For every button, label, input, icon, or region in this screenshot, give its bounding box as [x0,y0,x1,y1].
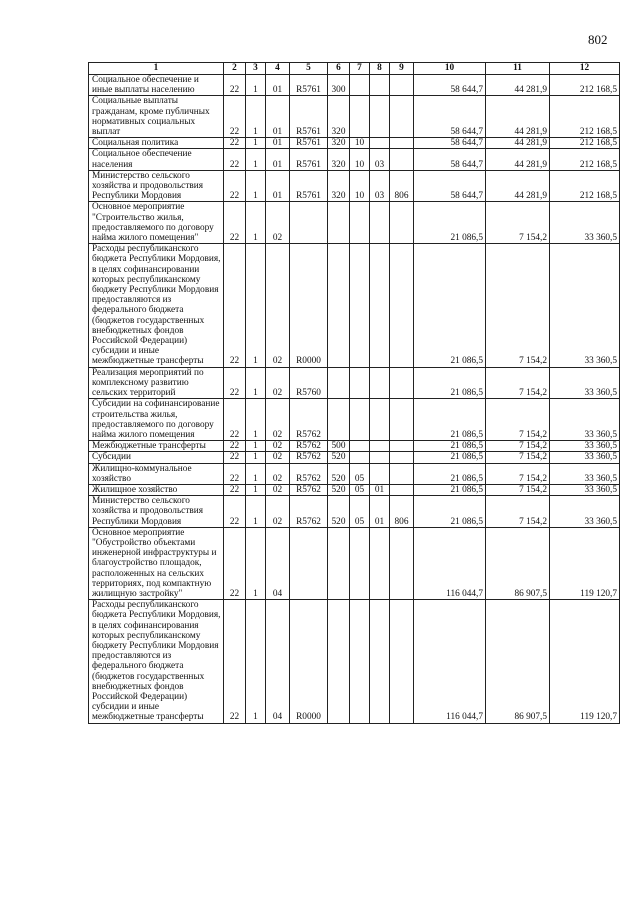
code-cell [350,527,370,599]
row-name-cell: Расходы республиканского бюджета Республики Мордовия, в целях софинансирования которых республиканскому бюджету Республики Мордовия предоставляются из федерального бюджета (бюджетов государственных внебюджетных фондов Российской Федерации) субсидии и иные межбюджетные трансферты [89,600,224,723]
code-cell [290,202,328,244]
amount-cell: 7 154,2 [486,496,550,528]
code-cell: 01 [266,170,290,202]
code-cell [390,244,414,367]
amount-cell: 44 281,9 [486,75,550,96]
column-header: 11 [486,63,550,75]
code-cell: R5762 [290,496,328,528]
amount-cell: 21 086,5 [414,484,486,495]
code-cell [390,202,414,244]
code-cell [390,367,414,399]
amount-cell: 33 360,5 [550,244,620,367]
amount-cell: 33 360,5 [550,463,620,484]
amount-cell: 212 168,5 [550,138,620,149]
amount-cell: 33 360,5 [550,496,620,528]
column-header: 12 [550,63,620,75]
column-header: 9 [390,63,414,75]
code-cell: R5761 [290,75,328,96]
code-cell: 1 [246,496,266,528]
amount-cell: 33 360,5 [550,399,620,441]
code-cell: 02 [266,441,290,452]
code-cell: 04 [266,600,290,723]
table-row [89,202,620,244]
page-number: 802 [588,32,608,47]
code-cell [350,244,370,367]
code-cell: 500 [328,441,350,452]
column-header: 2 [224,63,246,75]
row-name-cell: Социальное обеспечение населения [89,149,224,170]
code-cell: 1 [246,244,266,367]
code-cell: 1 [246,600,266,723]
amount-cell: 7 154,2 [486,399,550,441]
row-name-cell: Субсидии на софинансирование строительства жилья, предоставляемого по договору найма жилого помещения [89,399,224,441]
row-name-cell: Основное мероприятие "Строительство жилья, предоставляемого по договору найма жилого помещения" [89,202,224,244]
code-cell: 22 [224,399,246,441]
code-cell [390,527,414,599]
column-header: 5 [290,63,328,75]
column-header: 1 [89,63,224,75]
amount-cell: 33 360,5 [550,452,620,463]
code-cell: R5761 [290,96,328,138]
code-cell: 22 [224,149,246,170]
code-cell: 520 [328,463,350,484]
code-cell: 03 [370,170,390,202]
column-header: 6 [328,63,350,75]
code-cell: 01 [266,96,290,138]
code-cell: R5762 [290,399,328,441]
column-header: 10 [414,63,486,75]
table-header-row [89,63,620,75]
code-cell: R5762 [290,452,328,463]
table-row [89,244,620,367]
code-cell: 22 [224,170,246,202]
code-cell: 02 [266,452,290,463]
amount-cell: 33 360,5 [550,367,620,399]
code-cell [350,399,370,441]
code-cell [328,202,350,244]
code-cell: 1 [246,463,266,484]
amount-cell: 21 086,5 [414,399,486,441]
row-name-cell: Министерство сельского хозяйства и продовольствия Республики Мордовия [89,496,224,528]
row-name-cell: Социальное обеспечение и иные выплаты населению [89,75,224,96]
code-cell: R5760 [290,367,328,399]
code-cell: 01 [266,149,290,170]
row-name-cell: Межбюджетные трансферты [89,441,224,452]
code-cell: 02 [266,399,290,441]
table-row [89,527,620,599]
code-cell: 22 [224,496,246,528]
code-cell: 22 [224,138,246,149]
code-cell: 1 [246,367,266,399]
code-cell: 22 [224,244,246,367]
code-cell: 10 [350,149,370,170]
code-cell [370,452,390,463]
amount-cell: 21 086,5 [414,202,486,244]
table-row [89,367,620,399]
code-cell: 02 [266,202,290,244]
code-cell: 520 [328,452,350,463]
code-cell: 01 [370,484,390,495]
code-cell [370,527,390,599]
code-cell [390,441,414,452]
code-cell: 1 [246,138,266,149]
amount-cell: 58 644,7 [414,149,486,170]
row-name-cell: Реализация мероприятий по комплексному развитию сельских территорий [89,367,224,399]
row-name-cell: Социальные выплаты гражданам, кроме публичных нормативных социальных выплат [89,96,224,138]
amount-cell: 58 644,7 [414,170,486,202]
code-cell: 22 [224,600,246,723]
code-cell: R5761 [290,149,328,170]
table-row [89,496,620,528]
column-header: 8 [370,63,390,75]
amount-cell: 21 086,5 [414,452,486,463]
amount-cell: 21 086,5 [414,441,486,452]
row-name-cell: Жилищное хозяйство [89,484,224,495]
code-cell [370,96,390,138]
amount-cell: 86 907,5 [486,600,550,723]
amount-cell: 212 168,5 [550,170,620,202]
amount-cell: 44 281,9 [486,138,550,149]
code-cell [328,399,350,441]
amount-cell: 7 154,2 [486,202,550,244]
code-cell [390,96,414,138]
code-cell: 1 [246,527,266,599]
amount-cell: 212 168,5 [550,75,620,96]
code-cell [350,367,370,399]
amount-cell: 86 907,5 [486,527,550,599]
code-cell [370,463,390,484]
code-cell: 05 [350,463,370,484]
code-cell: 1 [246,452,266,463]
code-cell: 02 [266,484,290,495]
code-cell: 01 [370,496,390,528]
table-row [89,170,620,202]
code-cell: R5762 [290,484,328,495]
code-cell: R5761 [290,138,328,149]
code-cell: 22 [224,484,246,495]
row-name-cell: Министерство сельского хозяйства и продовольствия Республики Мордовия [89,170,224,202]
code-cell: 1 [246,149,266,170]
code-cell [328,527,350,599]
column-header: 4 [266,63,290,75]
amount-cell: 33 360,5 [550,484,620,495]
code-cell [370,244,390,367]
code-cell: 1 [246,75,266,96]
amount-cell: 7 154,2 [486,452,550,463]
amount-cell: 21 086,5 [414,367,486,399]
code-cell [390,149,414,170]
amount-cell: 44 281,9 [486,170,550,202]
code-cell: 320 [328,149,350,170]
code-cell [328,244,350,367]
amount-cell: 58 644,7 [414,138,486,149]
code-cell: 10 [350,138,370,149]
code-cell: 22 [224,441,246,452]
code-cell: 520 [328,496,350,528]
code-cell: 520 [328,484,350,495]
amount-cell: 58 644,7 [414,75,486,96]
code-cell: 300 [328,75,350,96]
amount-cell: 212 168,5 [550,96,620,138]
amount-cell: 21 086,5 [414,496,486,528]
code-cell [370,75,390,96]
code-cell [390,138,414,149]
amount-cell: 21 086,5 [414,244,486,367]
row-name-cell: Основное мероприятие "Обустройство объектами инженерной инфраструктуры и благоустройство площадок, расположенных на сельских территориях, под компактную жилищную застройку" [89,527,224,599]
code-cell [370,138,390,149]
budget-table [88,62,620,724]
code-cell: 22 [224,202,246,244]
code-cell [390,399,414,441]
code-cell [290,527,328,599]
code-cell: 01 [266,75,290,96]
code-cell: R0000 [290,244,328,367]
table-row [89,600,620,723]
code-cell [390,600,414,723]
amount-cell: 33 360,5 [550,441,620,452]
code-cell: 320 [328,138,350,149]
column-header: 7 [350,63,370,75]
code-cell: 1 [246,96,266,138]
code-cell: 10 [350,170,370,202]
code-cell [350,202,370,244]
code-cell [390,484,414,495]
code-cell [370,367,390,399]
table-row [89,75,620,96]
table-row [89,441,620,452]
code-cell [370,600,390,723]
amount-cell: 7 154,2 [486,441,550,452]
row-name-cell: Жилищно-коммунальное хозяйство [89,463,224,484]
code-cell [390,452,414,463]
code-cell: 1 [246,170,266,202]
amount-cell: 119 120,7 [550,527,620,599]
code-cell: 05 [350,484,370,495]
code-cell: 05 [350,496,370,528]
code-cell: 1 [246,484,266,495]
amount-cell: 7 154,2 [486,463,550,484]
table-row [89,484,620,495]
code-cell: 22 [224,367,246,399]
code-cell [350,600,370,723]
amount-cell: 7 154,2 [486,484,550,495]
table-row [89,463,620,484]
amount-cell: 44 281,9 [486,149,550,170]
code-cell [328,367,350,399]
code-cell: 22 [224,463,246,484]
table-row [89,399,620,441]
code-cell: R5762 [290,441,328,452]
code-cell [390,75,414,96]
row-name-cell: Субсидии [89,452,224,463]
amount-cell: 212 168,5 [550,149,620,170]
code-cell: 806 [390,496,414,528]
row-name-cell: Социальная политика [89,138,224,149]
code-cell: 02 [266,244,290,367]
code-cell [370,399,390,441]
code-cell: 03 [370,149,390,170]
code-cell: 01 [266,138,290,149]
amount-cell: 33 360,5 [550,202,620,244]
code-cell [350,96,370,138]
amount-cell: 119 120,7 [550,600,620,723]
code-cell: R5762 [290,463,328,484]
table-row [89,149,620,170]
amount-cell: 116 044,7 [414,600,486,723]
code-cell: 22 [224,527,246,599]
code-cell: 02 [266,367,290,399]
code-cell [328,600,350,723]
code-cell: 04 [266,527,290,599]
row-name-cell: Расходы республиканского бюджета Республики Мордовия, в целях софинансировании которых республиканскому бюджету Республики Мордовия предоставляются из федерального бюджета (бюджетов государственных внебюджетных фондов Российской Федерации) субсидии и иные межбюджетные трансферты [89,244,224,367]
code-cell [390,463,414,484]
code-cell: 02 [266,463,290,484]
table-row [89,138,620,149]
code-cell: 320 [328,170,350,202]
code-cell [350,452,370,463]
code-cell: 806 [390,170,414,202]
code-cell: 22 [224,96,246,138]
column-header: 3 [246,63,266,75]
code-cell: 22 [224,75,246,96]
code-cell: 1 [246,202,266,244]
code-cell [350,75,370,96]
code-cell [370,202,390,244]
amount-cell: 44 281,9 [486,96,550,138]
code-cell: 22 [224,452,246,463]
amount-cell: 58 644,7 [414,96,486,138]
code-cell: 02 [266,496,290,528]
code-cell: 1 [246,441,266,452]
code-cell [350,441,370,452]
code-cell: R5761 [290,170,328,202]
amount-cell: 7 154,2 [486,367,550,399]
code-cell: 320 [328,96,350,138]
table-row [89,452,620,463]
amount-cell: 21 086,5 [414,463,486,484]
amount-cell: 7 154,2 [486,244,550,367]
code-cell: R0000 [290,600,328,723]
code-cell [370,441,390,452]
table-row [89,96,620,138]
code-cell: 1 [246,399,266,441]
amount-cell: 116 044,7 [414,527,486,599]
